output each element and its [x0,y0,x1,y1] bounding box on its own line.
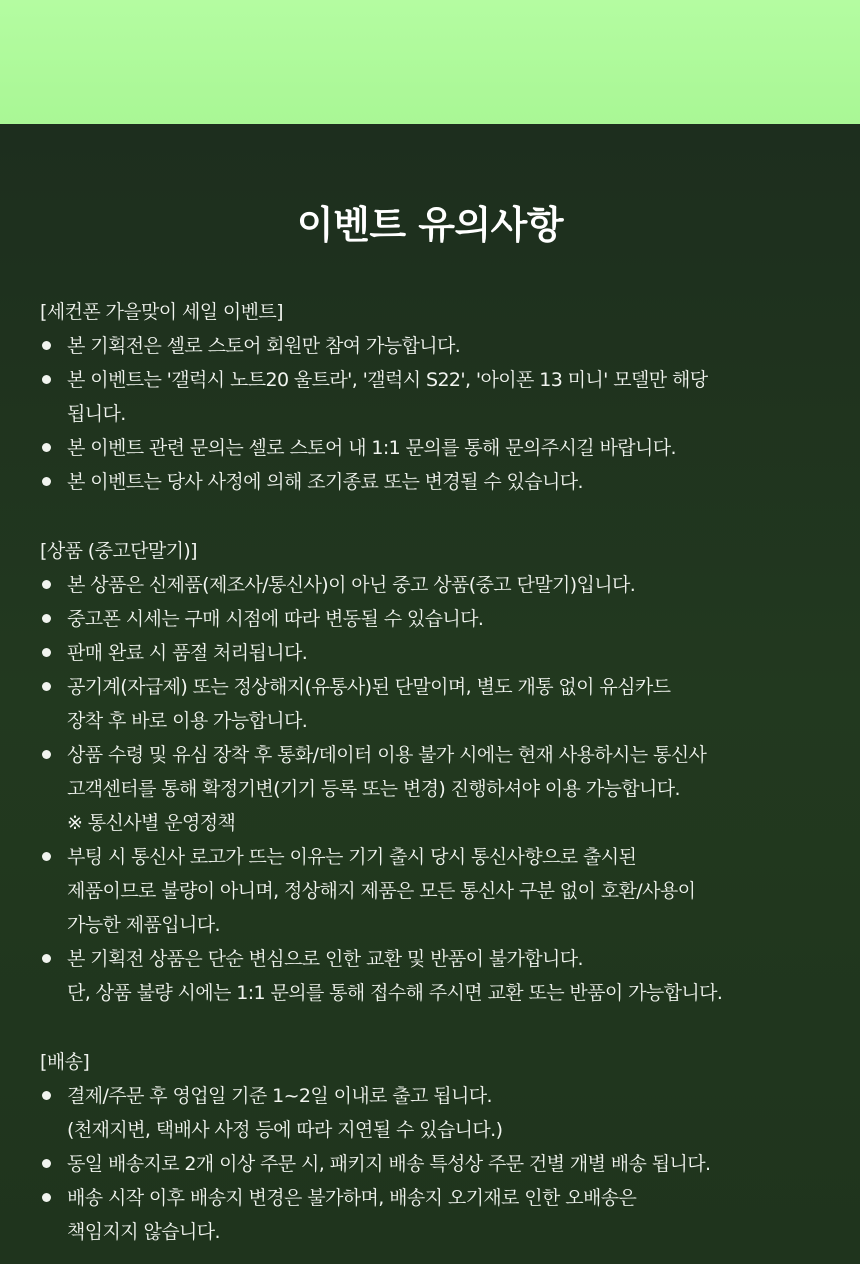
bullet-icon [42,852,51,861]
item-text: 고객센터를 통해 확정기변(기기 등록 또는 변경) 진행하셔야 이용 가능합니다. [67,778,680,800]
item-text: 공기계(자급제) 또는 정상해지(유통사)된 단말이며, 별도 개통 없이 유심카드 [67,676,671,698]
bullet-icon [42,750,51,759]
section-product [40,534,820,1010]
item-text: 장착 후 바로 이용 가능합니다. [67,710,308,732]
section-heading: [배송] [40,1051,90,1073]
top-banner-image [0,0,860,124]
list-item [40,840,820,942]
list-item [40,1181,820,1249]
item-text: 부팅 시 통신사 로고가 뜨는 이유는 기기 출시 당시 통신사향으로 출시된 [67,846,637,868]
bullet-icon [42,477,51,486]
bullet-icon [42,443,51,452]
item-text: 본 이벤트는 당사 사정에 의해 조기종료 또는 변경될 수 있습니다. [67,471,584,493]
bullet-icon [42,682,51,691]
section-event [40,295,820,499]
item-text: 본 기획전은 셀로 스토어 회원만 참여 가능합니다. [67,335,461,357]
bullet-icon [42,341,51,350]
bullet-icon [42,1091,51,1100]
list-item [40,602,820,636]
item-text: 판매 완료 시 품절 처리됩니다. [67,642,308,664]
list-item [40,636,820,670]
item-text: 가능한 제품입니다. [67,914,220,936]
item-text: 본 이벤트는 '갤럭시 노트20 울트라', '갤럭시 S22', '아이폰 13 미니' 모델만 해당 [67,369,708,391]
item-text: 동일 배송지로 2개 이상 주문 시, 패키지 배송 특성상 주문 건별 개별 배송 됩니다. [67,1153,711,1175]
bullet-icon [42,1193,51,1202]
item-text: 본 상품은 신제품(제조사/통신사)이 아닌 중고 상품(중고 단말기)입니다. [67,574,636,596]
event-notice-panel [0,124,860,1264]
item-text: 중고폰 시세는 구매 시점에 따라 변동될 수 있습니다. [67,608,484,630]
bullet-icon [42,1159,51,1168]
list-item [40,568,820,602]
bullet-icon [42,954,51,963]
item-text: 결제/주문 후 영업일 기준 1~2일 이내로 출고 됩니다. [67,1085,492,1107]
item-text: 됩니다. [67,403,126,425]
list-item [40,329,820,363]
item-text: 제품이므로 불량이 아니며, 정상해지 제품은 모든 통신사 구분 없이 호환/사용이 [67,880,696,902]
notice-list [40,1079,820,1249]
bullet-icon [42,648,51,657]
item-text: (천재지변, 택배사 사정 등에 따라 지연될 수 있습니다.) [67,1119,503,1141]
list-item [40,1147,820,1181]
notice-title: 이벤트 유의사항 [296,203,564,247]
bullet-icon [42,375,51,384]
list-item [40,431,820,465]
section-heading: [세컨폰 가을맞이 세일 이벤트] [40,301,283,323]
item-note: ※ 통신사별 운영정책 [67,812,236,834]
list-item [40,1079,820,1147]
item-text: 단, 상품 불량 시에는 1:1 문의를 통해 접수해 주시면 교환 또는 반품이 가능합니다. [67,982,723,1004]
list-item [40,363,820,431]
list-item [40,942,820,1010]
item-text: 배송 시작 이후 배송지 변경은 불가하며, 배송지 오기재로 인한 오배송은 [67,1187,637,1209]
item-text: 상품 수령 및 유심 장착 후 통화/데이터 이용 불가 시에는 현재 사용하시는 통신사 [67,744,707,766]
item-text: 본 기획전 상품은 단순 변심으로 인한 교환 및 반품이 불가합니다. [67,948,584,970]
list-item [40,465,820,499]
bullet-icon [42,580,51,589]
section-heading: [상품 (중고단말기)] [40,540,197,562]
item-text: 책임지지 않습니다. [67,1221,220,1243]
section-shipping [40,1045,820,1249]
notice-list [40,568,820,1010]
list-item [40,738,820,840]
notice-list [40,329,820,499]
item-text: 본 이벤트 관련 문의는 셀로 스토어 내 1:1 문의를 통해 문의주시길 바랍니다. [67,437,676,459]
bullet-icon [42,614,51,623]
list-item [40,670,820,738]
